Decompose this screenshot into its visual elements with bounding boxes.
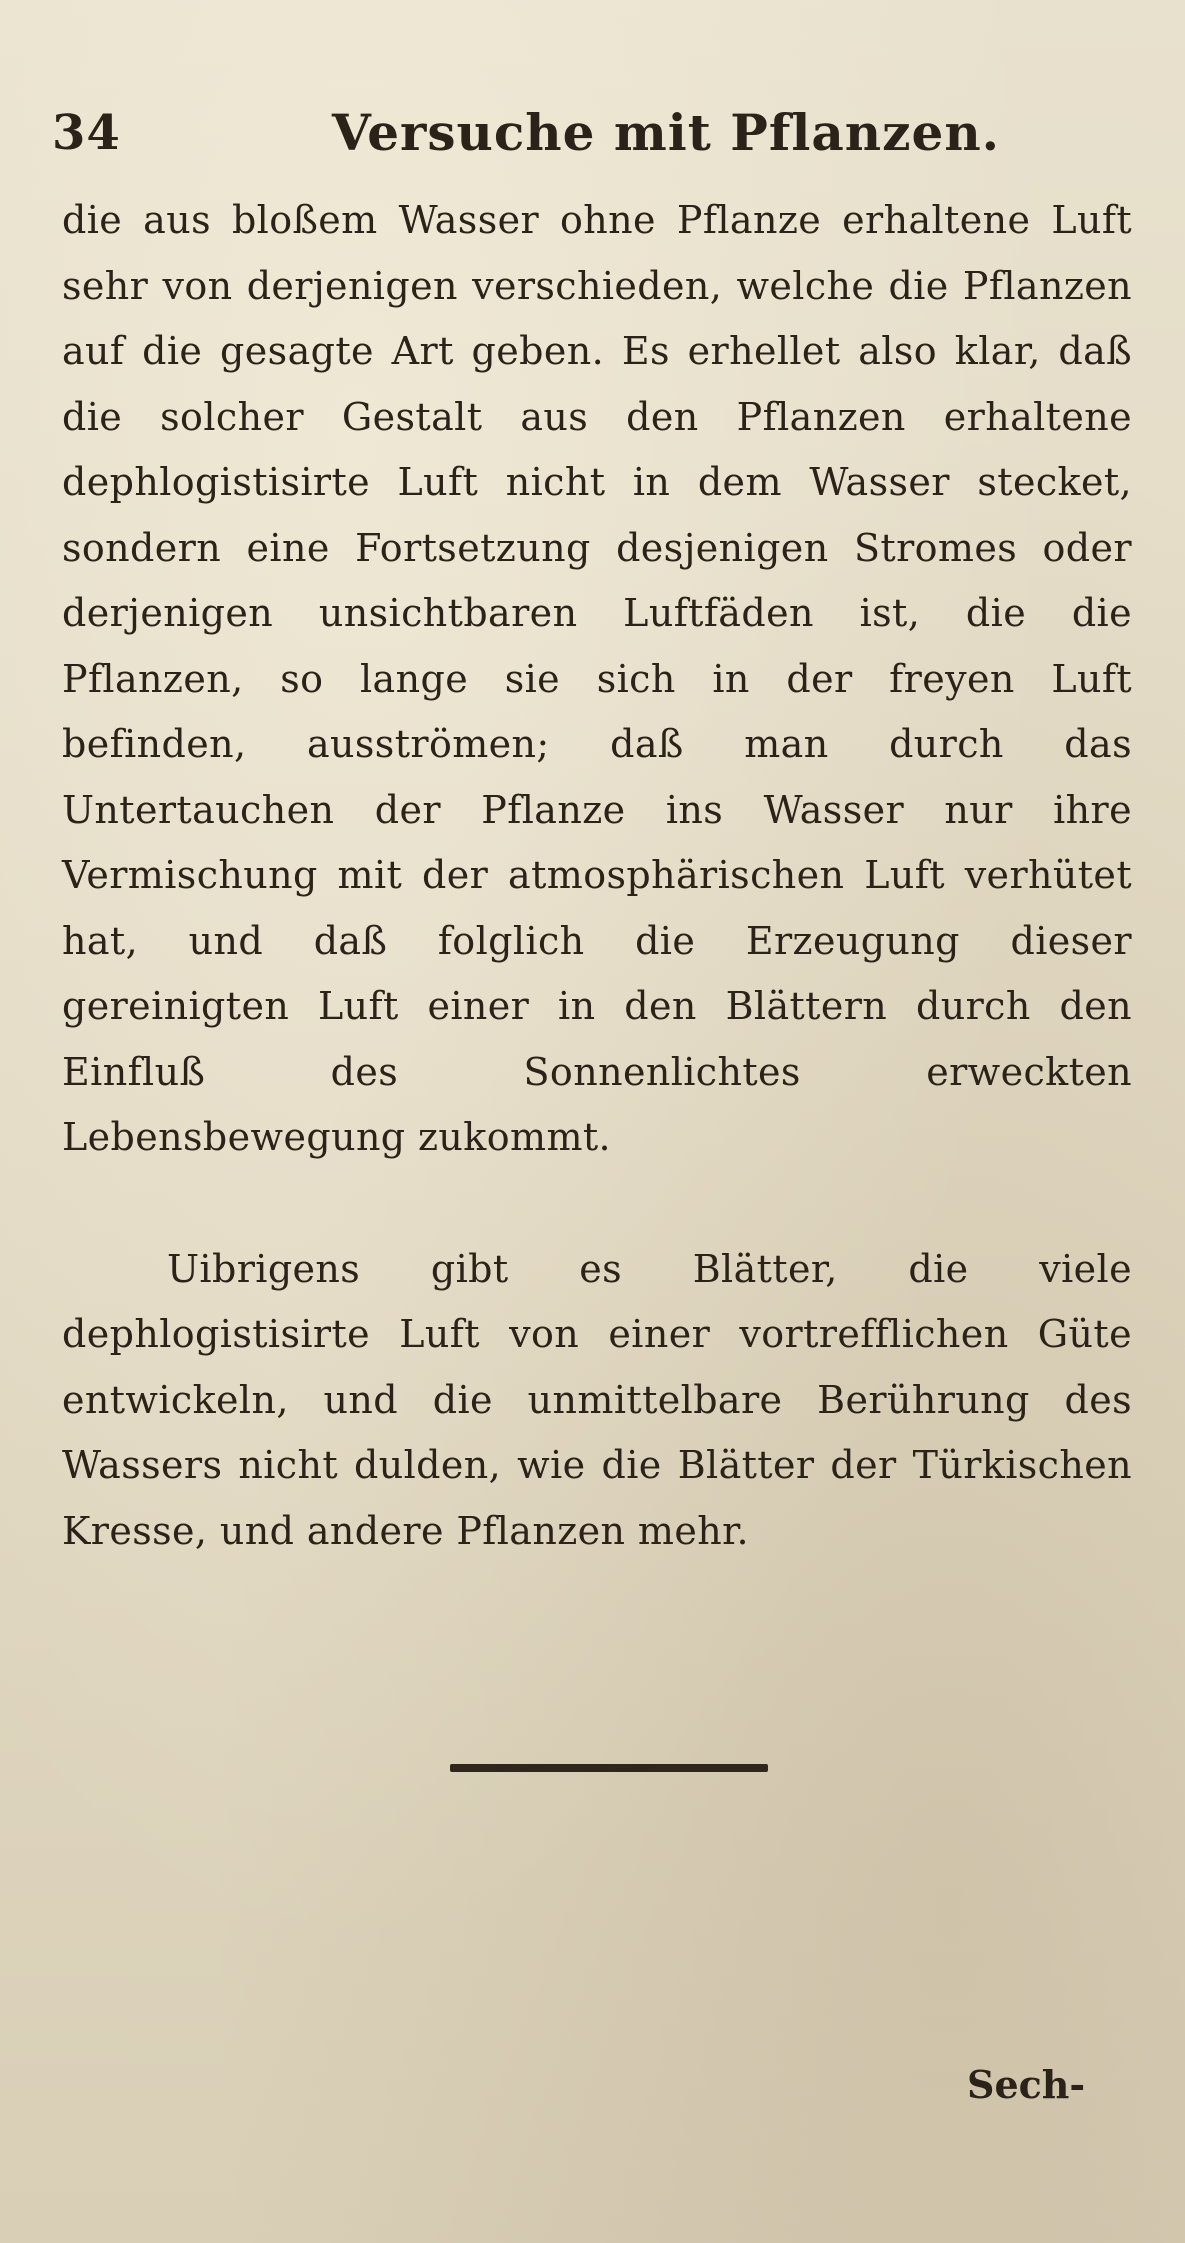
section-divider-rule (450, 1764, 768, 1772)
running-title: Versuche mit Pflanzen. (332, 103, 1001, 162)
body-text (62, 188, 1132, 1564)
paragraph-1: die aus bloßem Wasser ohne Pflanze erhaltene Luft sehr von derjenigen verschieden, welche die Pflanzen auf die gesagte Art geben. Es erhellet also klar, daß die solcher Gestalt aus den Pflanzen erhaltene dephlogistisirte Luft nicht in dem Wasser stecket, sondern eine Fortsetzung desjenigen Stromes oder derjenigen unsichtbaren Luftfäden ist, die die Pflanzen, so lange sie sich in der freyen Luft befinden, ausströmen; daß man durch das Untertauchen der Pflanze ins Wasser nur ihre Vermischung mit der atmosphärischen Luft verhütet hat, und daß folglich die Erzeugung dieser gereinigten Luft einer in den Blättern durch den Einfluß des Sonnenlichtes erweckten Lebensbewegung zukommt. (62, 198, 1132, 1159)
page-header (52, 95, 1132, 165)
catchword: Sech- (967, 2062, 1086, 2107)
paragraph-2: Uibrigens gibt es Blätter, die viele dephlogistisirte Luft von einer vortrefflichen Güte entwickeln, und die unmittelbare Berührung des Wassers nicht dulden, wie die Blätter der Türkischen Kresse, und andere Pflanzen mehr. (62, 1246, 1132, 1553)
page-number: 34 (52, 105, 121, 161)
